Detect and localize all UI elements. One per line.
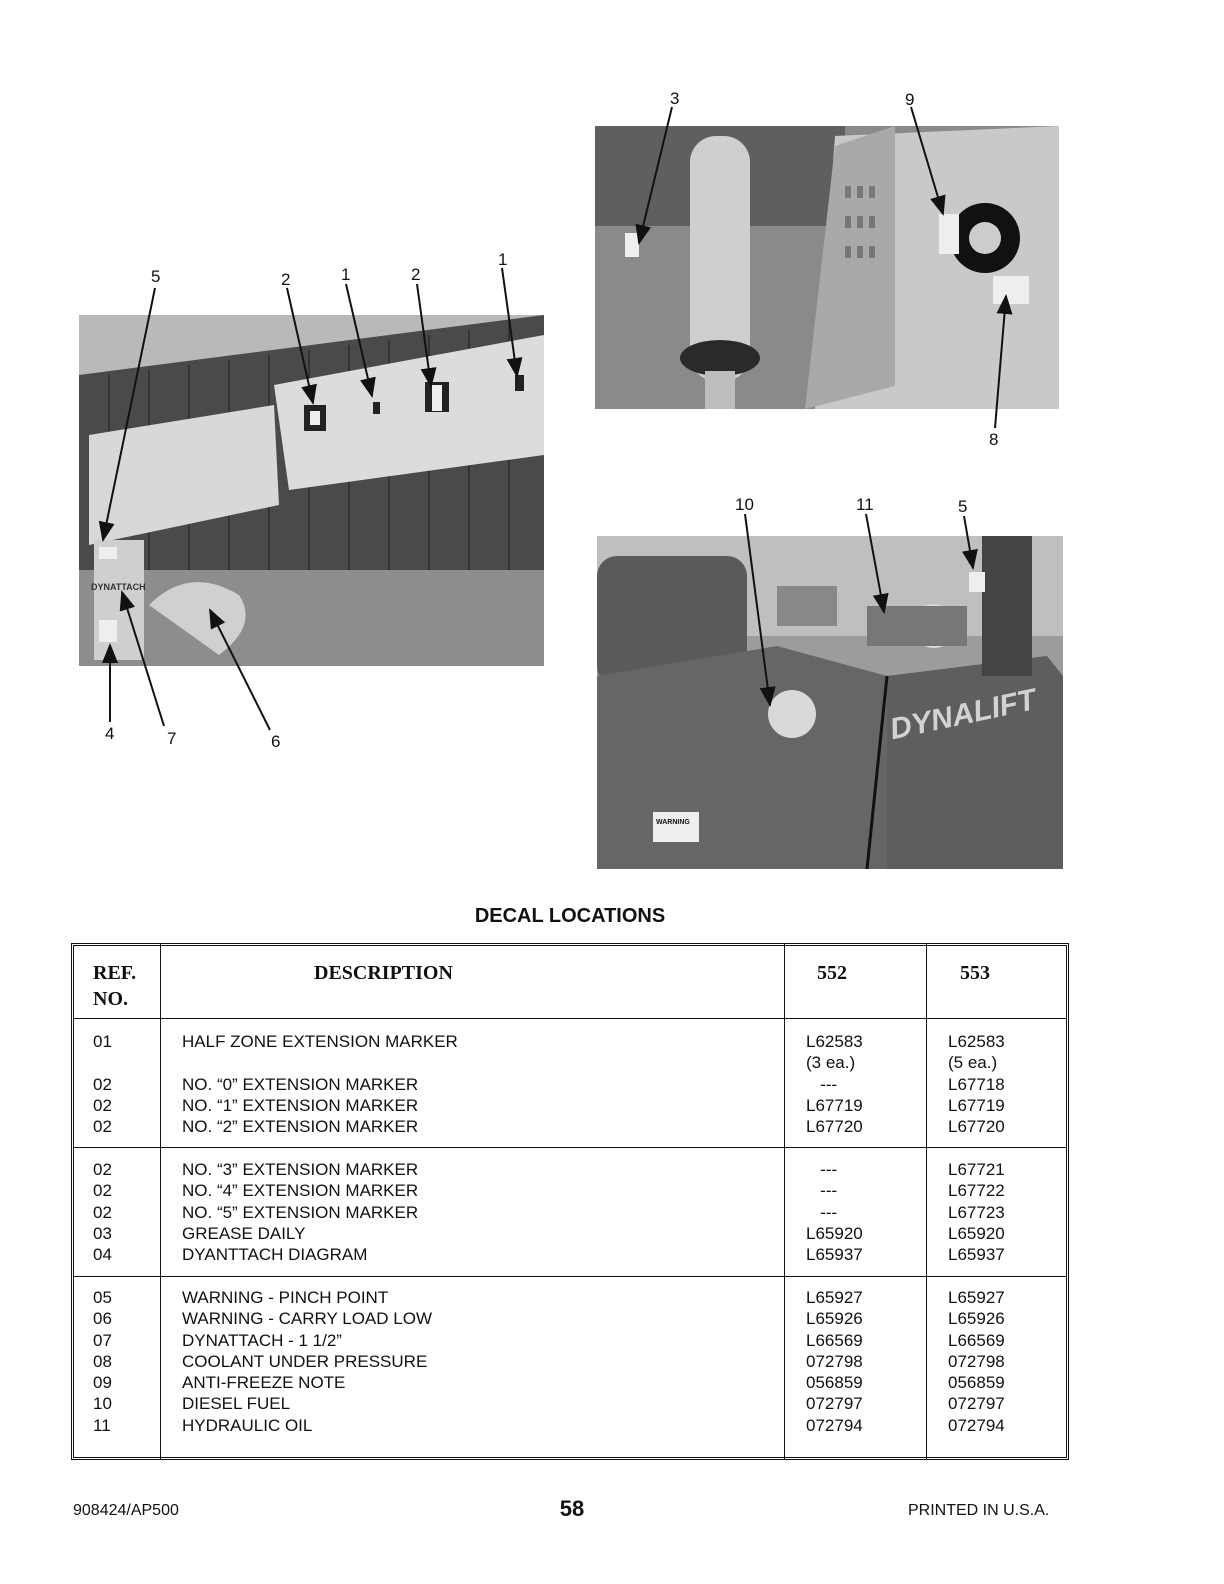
callout-8: 8	[989, 430, 999, 449]
group1-description: HALF ZONE EXTENSION MARKER NO. “0” EXTENSION MARKER NO. “1” EXTENSION MARKER NO. “2” EXTENSION MARKER	[182, 1032, 458, 1137]
group2-description: NO. “3” EXTENSION MARKER NO. “4” EXTENSION MARKER NO. “5” EXTENSION MARKER GREASE DAILY DYANTTACH DIAGRAM	[182, 1160, 419, 1265]
header-description: DESCRIPTION	[314, 962, 453, 984]
callout-5-boom: 5	[151, 267, 161, 286]
table-group-rule-1	[74, 1147, 1066, 1148]
callout-6: 6	[271, 732, 281, 751]
callout-2-left: 2	[281, 270, 291, 289]
callout-10: 10	[735, 495, 754, 514]
callout-5-tank: 5	[958, 497, 968, 516]
group3-description: WARNING - PINCH POINT WARNING - CARRY LOAD LOW DYNATTACH - 1 1/2” COOLANT UNDER PRESSURE ANTI-FREEZE NOTE DIESEL FUEL HYDRAULIC OIL	[182, 1288, 432, 1435]
boom-photo-illustration	[79, 315, 544, 666]
callout-7: 7	[167, 729, 177, 748]
footer-printed: PRINTED IN U.S.A.	[908, 1502, 1050, 1519]
table-group-rule-2	[74, 1276, 1066, 1277]
dynattach-brand-label: DYNATTACH	[91, 582, 146, 592]
table-header-rule	[74, 1018, 1066, 1019]
group2-552: --- --- --- L65920 L65937	[806, 1160, 863, 1265]
footer-doc-id: 908424/AP500	[73, 1502, 179, 1519]
boom-photo	[79, 315, 544, 666]
callout-3: 3	[670, 89, 680, 108]
group1-ref: 01 02 02 02	[93, 1032, 112, 1137]
table-divider-2	[784, 943, 785, 1460]
engine-top-photo	[595, 126, 1059, 409]
group2-553: L67721 L67722 L67723 L65920 L65937	[948, 1160, 1005, 1265]
table-divider-1	[160, 943, 161, 1460]
dynalift-brand-label: DYNALIFT	[887, 683, 1039, 747]
callout-4: 4	[105, 724, 115, 743]
group3-553: L65927 L65926 L66569 072798 056859 072797 072794	[948, 1288, 1005, 1435]
tank-photo	[597, 536, 1063, 869]
group3-ref: 05 06 07 08 09 10 11	[93, 1288, 112, 1435]
group3-552: L65927 L65926 L66569 072798 056859 072797 072794	[806, 1288, 863, 1435]
callout-11: 11	[856, 495, 874, 514]
header-552: 552	[817, 962, 847, 984]
callout-1-right: 1	[498, 250, 508, 269]
warning-decal-label: WARNING	[656, 819, 690, 826]
header-ref-no: REF. NO.	[93, 962, 137, 1010]
group1-553: L62583 (5 ea.) L67718 L67719 L67720	[948, 1032, 1005, 1137]
table-divider-3	[926, 943, 927, 1460]
group2-ref: 02 02 02 03 04	[93, 1160, 112, 1265]
engine-top-photo-illustration	[595, 126, 1059, 409]
callout-2-right: 2	[411, 265, 421, 284]
callout-1-left: 1	[341, 265, 351, 284]
page-number: 58	[559, 1496, 585, 1521]
group1-552: L62583 (3 ea.) --- L67719 L67720	[806, 1032, 863, 1137]
section-title: DECAL LOCATIONS	[474, 905, 666, 927]
header-553: 553	[960, 962, 990, 984]
callout-9: 9	[905, 90, 915, 109]
